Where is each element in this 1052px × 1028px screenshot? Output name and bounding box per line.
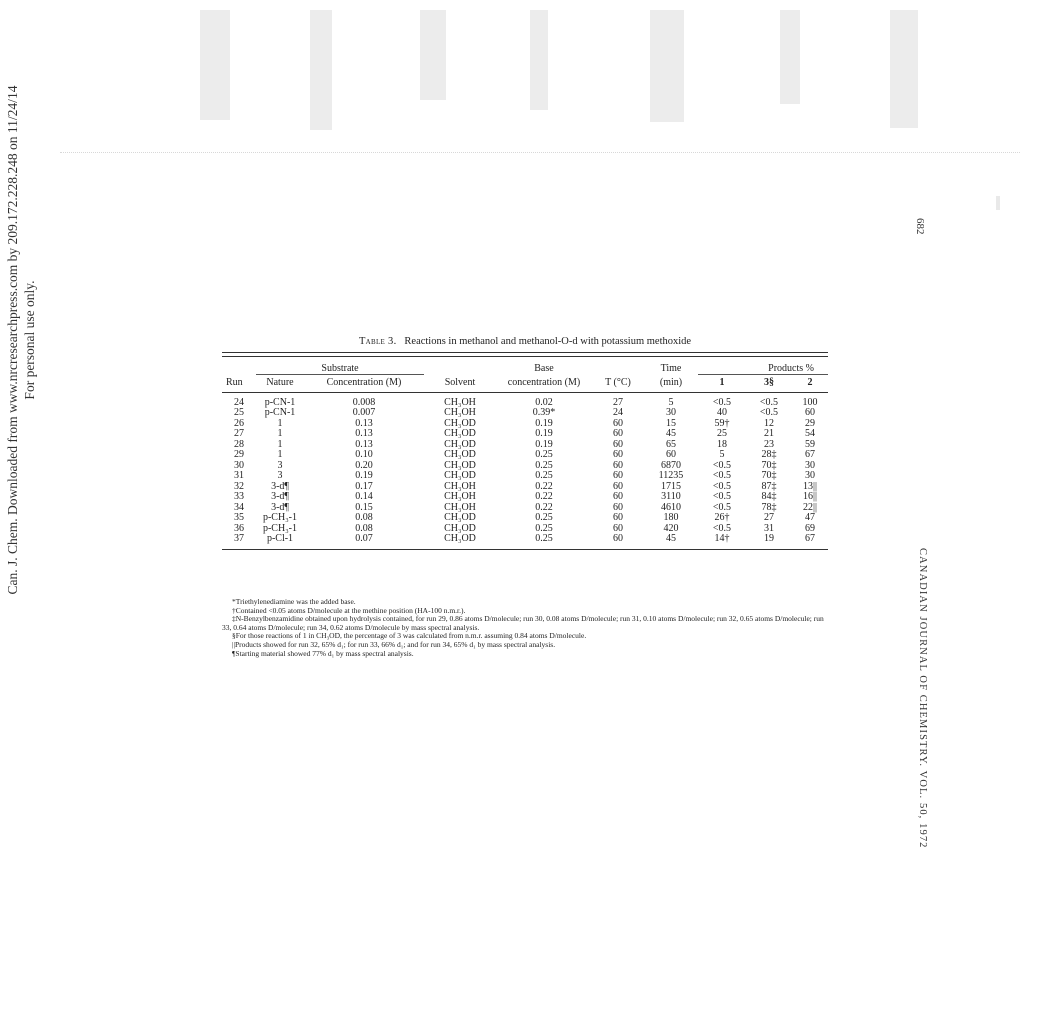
cell-product-3: <0.5 bbox=[759, 407, 779, 418]
cell-time: 3110 bbox=[661, 491, 681, 502]
header-product-2: 2 bbox=[792, 375, 828, 393]
table-row bbox=[222, 461, 828, 472]
cell-nature: p-CH₃-1 bbox=[262, 512, 298, 523]
cell-run: 25 bbox=[234, 407, 244, 418]
cell-product-3: 23 bbox=[764, 438, 774, 450]
cell-run: 29 bbox=[234, 449, 244, 460]
cell-temperature: 60 bbox=[613, 522, 623, 534]
cell-product-1: <0.5 bbox=[712, 522, 732, 534]
footnote: ||Products showed for run 32, 65% d₁; for run 33, 66% d₁; and for run 34, 65% d₁ by mass spectral analysis. bbox=[232, 639, 556, 649]
cell-concentration: 0.07 bbox=[304, 534, 424, 549]
cell-product-1: 59† bbox=[714, 417, 730, 429]
cell-temperature: 60 bbox=[613, 480, 623, 492]
cell-product-3: 87‡ bbox=[761, 480, 777, 492]
footnote: §For those reactions of 1 in CH₃OD, the percentage of 3 was calculated from n.m.r. assuming 0.84 atoms D/molecule. bbox=[232, 631, 587, 641]
cell-base-concentration: 0.19 bbox=[535, 428, 553, 439]
cell-temperature: 60 bbox=[613, 459, 623, 471]
cell-product-3: 28‡ bbox=[761, 449, 777, 460]
cell-solvent: CH₃OH bbox=[444, 501, 476, 513]
cell-product-2: 22|| bbox=[802, 501, 817, 513]
cell-product-2: 67 bbox=[805, 449, 815, 460]
footnote: *Triethylenediamine was the added base. bbox=[232, 597, 356, 606]
cell-base-concentration: 0.25 bbox=[535, 470, 553, 481]
cell-solvent: CH₃OD bbox=[444, 459, 476, 471]
table-row bbox=[222, 392, 828, 408]
cell-product-2: 47 bbox=[805, 512, 815, 523]
cell-run: 37 bbox=[222, 534, 256, 549]
cell-product-1: <0.5 bbox=[712, 480, 732, 492]
cell-time: 45 bbox=[644, 534, 698, 549]
table-row bbox=[222, 450, 828, 461]
cell-product-2: 100 bbox=[802, 396, 818, 408]
cell-product-2: 13|| bbox=[802, 480, 817, 492]
header-time-line2: (min) bbox=[644, 375, 698, 393]
cell-solvent: CH₃OD bbox=[444, 470, 476, 481]
cell-time: 420 bbox=[663, 522, 679, 534]
table-row bbox=[222, 492, 828, 503]
cell-concentration: 0.13 bbox=[355, 428, 373, 439]
cell-time: 11235 bbox=[658, 470, 684, 481]
download-notice bbox=[4, 0, 44, 690]
cell-base-concentration: 0.22 bbox=[535, 480, 553, 492]
cell-nature: 3-d¶ bbox=[271, 480, 289, 492]
cell-product-1: 18 bbox=[717, 438, 727, 450]
cell-run: 33 bbox=[234, 491, 244, 502]
cell-run: 24 bbox=[234, 396, 244, 408]
cell-base-concentration: 0.02 bbox=[535, 396, 553, 408]
cell-product-2: 16|| bbox=[802, 491, 817, 502]
cell-temperature: 60 bbox=[613, 501, 623, 513]
cell-temperature: 60 bbox=[613, 491, 623, 502]
cell-base-concentration: 0.39* bbox=[532, 407, 556, 418]
cell-product-1: 40 bbox=[717, 407, 727, 418]
cell-concentration: 0.19 bbox=[355, 470, 373, 481]
cell-nature: 3 bbox=[277, 470, 283, 481]
cell-concentration: 0.13 bbox=[355, 417, 373, 429]
scan-noise-band bbox=[60, 10, 1020, 150]
cell-base-concentration: 0.19 bbox=[535, 438, 553, 450]
cell-product-3: 27 bbox=[764, 512, 774, 523]
cell-concentration: 0.15 bbox=[355, 501, 373, 513]
download-notice-line1: Can. J. Chem. Downloaded from www.nrcresearchpress.com by 209.172.228.248 on 11/24/14 bbox=[5, 85, 20, 595]
cell-product-1: <0.5 bbox=[712, 470, 732, 481]
cell-base-concentration: 0.19 bbox=[535, 417, 553, 429]
cell-run: 28 bbox=[234, 438, 244, 450]
scan-speck bbox=[996, 196, 1000, 210]
cell-base-concentration: 0.25 bbox=[535, 449, 553, 460]
download-notice-line2: For personal use only. bbox=[22, 280, 37, 400]
cell-run: 27 bbox=[234, 428, 244, 439]
cell-nature: 1 bbox=[277, 428, 283, 439]
footnote: ¶Starting material showed 77% d₁ by mass spectral analysis. bbox=[232, 648, 414, 658]
cell-concentration: 0.08 bbox=[355, 522, 373, 534]
cell-nature: p-Cl-1 bbox=[256, 534, 304, 549]
cell-concentration: 0.007 bbox=[352, 407, 376, 418]
cell-nature: 1 bbox=[277, 438, 283, 450]
cell-solvent: CH₃OD bbox=[444, 512, 476, 523]
cell-nature: 3-d¶ bbox=[271, 491, 289, 502]
table-caption-text: Reactions in methanol and methanol-O-d with potassium methoxide bbox=[404, 336, 692, 347]
header-temperature: T (°C) bbox=[592, 375, 644, 393]
table-row bbox=[222, 513, 828, 524]
cell-nature: 1 bbox=[277, 449, 283, 460]
table-row bbox=[222, 408, 828, 419]
header-run: Run bbox=[222, 375, 256, 393]
cell-product-1: <0.5 bbox=[712, 491, 732, 502]
cell-temperature: 60 bbox=[592, 534, 644, 549]
cell-product-1: 14† bbox=[698, 534, 746, 549]
cell-run: 36 bbox=[234, 522, 244, 534]
cell-solvent: CH₃OH bbox=[444, 407, 476, 418]
cell-solvent: CH₃OH bbox=[444, 396, 476, 408]
page-number: 682 bbox=[914, 218, 926, 235]
cell-product-1: <0.5 bbox=[712, 459, 732, 471]
cell-product-1: 26† bbox=[714, 512, 730, 523]
cell-nature: p-CN-1 bbox=[264, 396, 296, 408]
running-head: CANADIAN JOURNAL OF CHEMISTRY. VOL. 50, 1972 bbox=[917, 548, 928, 849]
cell-temperature: 60 bbox=[613, 449, 623, 460]
cell-nature: 3 bbox=[277, 459, 283, 471]
cell-run: 31 bbox=[234, 470, 244, 481]
header-concentration: Concentration (M) bbox=[304, 375, 424, 393]
cell-run: 32 bbox=[234, 480, 244, 492]
cell-run: 30 bbox=[234, 459, 244, 471]
cell-base-concentration: 0.22 bbox=[535, 491, 553, 502]
footnote: ‡N-Benzylbenzamidine obtained upon hydrolysis contained, for run 29, 0.86 atoms D/molecule; run 30, 0.08 atoms D/molecule; run 31, 0.10 atoms D/molecule; run 32, 0.65 atoms D/molecule; run 33, 0.64 atoms D/molecule; run 34, 0.62 atoms D/molecule by mass spectral analysis. bbox=[222, 614, 824, 632]
cell-product-1: <0.5 bbox=[712, 501, 732, 513]
cell-product-2: 60 bbox=[805, 407, 815, 418]
header-time-line1: Time bbox=[660, 363, 682, 374]
scan-noise-svg bbox=[60, 10, 1020, 150]
table-row bbox=[222, 482, 828, 493]
cell-temperature: 27 bbox=[613, 396, 623, 408]
group-header-substrate: Substrate bbox=[256, 357, 424, 375]
cell-concentration: 0.13 bbox=[355, 438, 373, 450]
cell-product-3: 12 bbox=[764, 417, 774, 429]
cell-time: 4610 bbox=[661, 501, 681, 513]
cell-product-3: 70‡ bbox=[761, 459, 777, 471]
cell-time: 15 bbox=[666, 417, 676, 429]
cell-product-3: 31 bbox=[764, 522, 774, 534]
cell-product-1: 25 bbox=[717, 428, 727, 439]
cell-base-concentration: 0.22 bbox=[535, 501, 553, 513]
cell-concentration: 0.14 bbox=[355, 491, 373, 502]
header-nature: Nature bbox=[256, 375, 304, 393]
cell-time: 60 bbox=[666, 449, 676, 460]
cell-concentration: 0.008 bbox=[352, 396, 376, 408]
cell-product-1: 5 bbox=[719, 449, 725, 460]
header-product-3: 3§ bbox=[746, 375, 792, 393]
cell-nature: p-CN-1 bbox=[264, 407, 296, 418]
cell-base-concentration: 0.25 bbox=[535, 459, 553, 471]
cell-time: 65 bbox=[666, 438, 676, 450]
cell-solvent: CH₃OD bbox=[444, 428, 476, 439]
cell-product-3: 70‡ bbox=[761, 470, 777, 481]
cell-product-2: 69 bbox=[805, 522, 815, 534]
cell-concentration: 0.10 bbox=[355, 449, 373, 460]
cell-time: 6870 bbox=[661, 459, 681, 471]
cell-product-3: 84‡ bbox=[761, 491, 777, 502]
table-footnotes bbox=[222, 598, 828, 658]
cell-time: 30 bbox=[666, 407, 676, 418]
cell-concentration: 0.08 bbox=[355, 512, 373, 523]
cell-base-concentration: 0.25 bbox=[496, 534, 592, 549]
cell-temperature: 60 bbox=[613, 470, 623, 481]
cell-product-3: 19 bbox=[746, 534, 792, 549]
cell-nature: 1 bbox=[277, 417, 283, 429]
cell-temperature: 60 bbox=[613, 417, 623, 429]
cell-product-3: <0.5 bbox=[759, 396, 779, 408]
table-row bbox=[222, 503, 828, 514]
cell-solvent: CH₃OD bbox=[444, 449, 476, 460]
cell-solvent: CH₃OD bbox=[444, 417, 476, 429]
footnote: †Contained <0.05 atoms D/molecule at the methine position (HA-100 n.m.r.). bbox=[232, 605, 466, 615]
header-base-line1: Base bbox=[534, 363, 554, 374]
cell-product-2: 54 bbox=[805, 428, 815, 439]
cell-time: 5 bbox=[668, 396, 674, 408]
scan-rule bbox=[60, 152, 1020, 153]
cell-temperature: 60 bbox=[613, 512, 623, 523]
header-product-1: 1 bbox=[698, 375, 746, 393]
header-solvent: Solvent bbox=[424, 375, 496, 393]
table-row bbox=[222, 534, 828, 549]
table-row bbox=[222, 419, 828, 430]
cell-run: 26 bbox=[234, 417, 244, 429]
cell-temperature: 60 bbox=[613, 438, 623, 450]
cell-temperature: 60 bbox=[613, 428, 623, 439]
table-caption bbox=[222, 336, 828, 347]
cell-run: 34 bbox=[234, 501, 244, 513]
cell-nature: p-CH₃-1 bbox=[262, 522, 298, 534]
cell-product-3: 78‡ bbox=[761, 501, 777, 513]
cell-solvent: CH₃OH bbox=[444, 480, 476, 492]
table-row bbox=[222, 429, 828, 440]
table-caption-label: Table 3. bbox=[358, 336, 397, 347]
cell-concentration: 0.20 bbox=[355, 459, 373, 471]
table-row bbox=[222, 524, 828, 535]
cell-product-2: 29 bbox=[805, 417, 815, 429]
group-header-products: Products % bbox=[698, 357, 828, 375]
reactions-table bbox=[222, 352, 828, 550]
table-row bbox=[222, 471, 828, 482]
cell-product-2: 30 bbox=[805, 459, 815, 471]
cell-solvent: CH₃OD bbox=[444, 522, 476, 534]
table-body bbox=[222, 392, 828, 549]
cell-solvent: CH₃OD bbox=[444, 438, 476, 450]
cell-concentration: 0.17 bbox=[355, 480, 373, 492]
cell-product-2: 59 bbox=[805, 438, 815, 450]
header-base-line2: concentration (M) bbox=[496, 375, 592, 393]
cell-product-2: 30 bbox=[805, 470, 815, 481]
cell-solvent: CH₃OD bbox=[424, 534, 496, 549]
cell-solvent: CH₃OH bbox=[444, 491, 476, 502]
cell-time: 45 bbox=[666, 428, 676, 439]
cell-nature: 3-d¶ bbox=[271, 501, 289, 513]
cell-temperature: 24 bbox=[613, 407, 623, 418]
cell-product-3: 21 bbox=[764, 428, 774, 439]
cell-product-1: <0.5 bbox=[712, 396, 732, 408]
cell-product-2: 67 bbox=[792, 534, 828, 549]
cell-base-concentration: 0.25 bbox=[535, 512, 553, 523]
cell-time: 180 bbox=[663, 512, 679, 523]
table-row bbox=[222, 440, 828, 451]
cell-time: 1715 bbox=[661, 480, 681, 492]
cell-run: 35 bbox=[234, 512, 244, 523]
cell-base-concentration: 0.25 bbox=[535, 522, 553, 534]
